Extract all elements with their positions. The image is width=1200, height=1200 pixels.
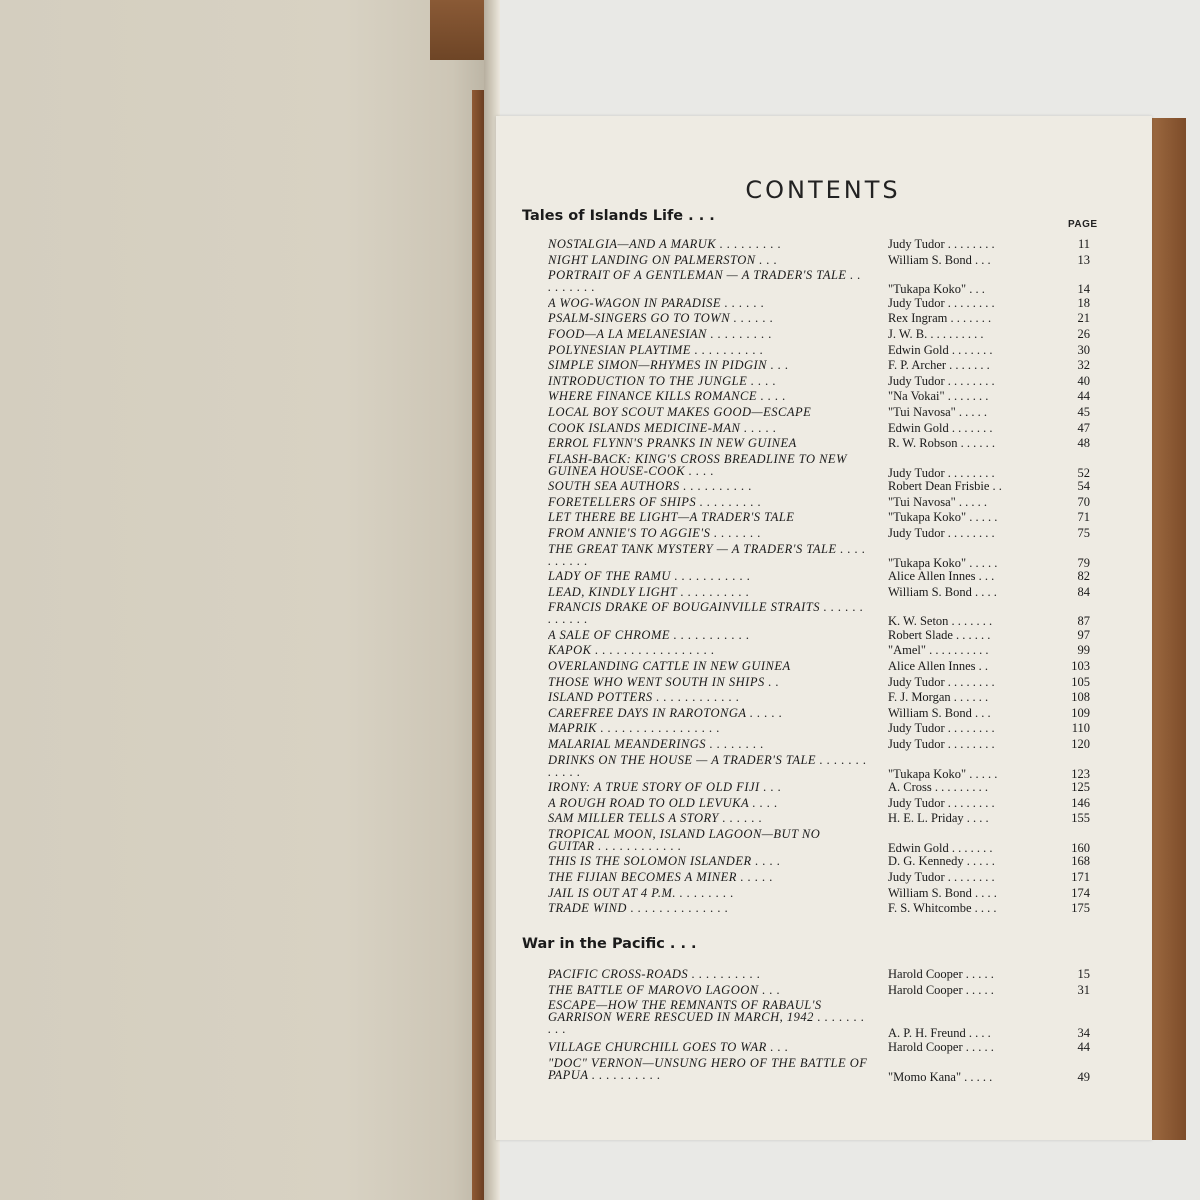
toc-entry-title: LOCAL BOY SCOUT MAKES GOOD—ESCAPE bbox=[548, 405, 812, 419]
toc-entry-title: MAPRIK . . . . . . . . . . . . . . . . . bbox=[548, 722, 721, 736]
toc-entry bbox=[496, 297, 1152, 313]
toc-entry bbox=[496, 691, 1152, 707]
toc-entry-title: NIGHT LANDING ON PALMERSTON . . . bbox=[548, 253, 778, 267]
toc-entry bbox=[496, 752, 1152, 781]
toc-entry-author: Robert Dean Frisbie . . bbox=[888, 479, 1002, 494]
toc-entry-page: 97 bbox=[1077, 627, 1090, 642]
toc-entry bbox=[496, 254, 1152, 270]
toc-entry-author: William S. Bond . . . . bbox=[888, 584, 997, 599]
toc-entry-page: 99 bbox=[1077, 643, 1090, 658]
toc-entry-page: 160 bbox=[1071, 840, 1090, 855]
toc-entry-author: Judy Tudor . . . . . . . . bbox=[888, 721, 995, 736]
toc-entry-title: IRONY: A TRUE STORY OF OLD FIJI . . . bbox=[548, 781, 782, 795]
toc-entry-page: 18 bbox=[1077, 295, 1090, 310]
toc-entry bbox=[496, 855, 1152, 871]
book-cover-edge bbox=[472, 90, 484, 1200]
toc-entry-page: 54 bbox=[1077, 479, 1090, 494]
toc-entry bbox=[496, 480, 1152, 496]
toc-entry-author: "Momo Kana" . . . . . bbox=[888, 1069, 993, 1084]
toc-entry-author: Judy Tudor . . . . . . . . bbox=[888, 795, 995, 810]
toc-entry-author: Judy Tudor . . . . . . . . bbox=[888, 870, 995, 884]
toc-entry bbox=[496, 600, 1152, 629]
toc-entry-author: "Tui Navosa" . . . . . bbox=[888, 494, 987, 509]
toc-entry-author: "Na Vokai" . . . . . . . bbox=[888, 389, 989, 404]
toc-entry-title: LET THERE BE LIGHT—A TRADER'S TALE bbox=[548, 511, 795, 525]
toc-entry-author: A. Cross . . . . . . . . . bbox=[888, 780, 989, 795]
toc-entry bbox=[496, 871, 1152, 887]
toc-entry-page: 105 bbox=[1071, 674, 1090, 689]
toc-entry-page: 174 bbox=[1071, 885, 1090, 900]
toc-entry-author: Edwin Gold . . . . . . . bbox=[888, 420, 993, 435]
toc-entry-title: THE GREAT TANK MYSTERY — A TRADER'S TALE . . . . . . . . . . bbox=[548, 541, 866, 568]
toc-entry bbox=[496, 797, 1152, 813]
toc-entry-title: VILLAGE CHURCHILL GOES TO WAR . . . bbox=[548, 1041, 789, 1055]
toc-entry-page: 87 bbox=[1077, 614, 1090, 629]
toc-entry bbox=[496, 644, 1152, 660]
toc-entry-title: SAM MILLER TELLS A STORY . . . . . . bbox=[548, 812, 763, 826]
toc-entry-page: 48 bbox=[1077, 436, 1090, 451]
toc-entry-author: K. W. Seton . . . . . . . bbox=[888, 614, 993, 629]
book-cover-right-edge bbox=[1150, 118, 1186, 1140]
toc-entry bbox=[496, 312, 1152, 328]
toc-entry-title: PORTRAIT OF A GENTLEMAN — A TRADER'S TALE . . . . . . . . . bbox=[548, 268, 862, 295]
toc-entry-page: 175 bbox=[1071, 901, 1090, 916]
toc-entry-title: FORETELLERS OF SHIPS . . . . . . . . . bbox=[548, 495, 762, 509]
toc-entry bbox=[496, 781, 1152, 797]
toc-entry-author: Harold Cooper . . . . . bbox=[888, 982, 994, 997]
toc-entry-page: 70 bbox=[1077, 494, 1090, 509]
section-heading: War in the Pacific . . . bbox=[522, 936, 697, 952]
contents-page bbox=[496, 116, 1152, 1140]
toc-entry-page: 44 bbox=[1077, 389, 1090, 404]
toc-entry-page: 110 bbox=[1071, 721, 1090, 736]
toc-entry-title: THOSE WHO WENT SOUTH IN SHIPS . . bbox=[548, 675, 780, 689]
toc-entry-author: Edwin Gold . . . . . . . bbox=[888, 840, 993, 855]
toc-entry-title: TRADE WIND . . . . . . . . . . . . . . bbox=[548, 902, 729, 916]
toc-entry-author: William S. Bond . . . . bbox=[888, 885, 997, 900]
toc-entry-author: Judy Tudor . . . . . . . . bbox=[888, 737, 995, 751]
toc-entry-author: "Tukapa Koko" . . . . . bbox=[888, 766, 998, 781]
toc-entry-title: "DOC" VERNON—UNSUNG HERO OF THE BATTLE OF PAPUA . . . . . . . . . . bbox=[548, 1055, 868, 1082]
toc-entry-title: SOUTH SEA AUTHORS . . . . . . . . . . bbox=[548, 480, 753, 494]
toc-entry bbox=[496, 437, 1152, 453]
page-column-label: PAGE bbox=[1068, 219, 1098, 230]
toc-entry-page: 108 bbox=[1071, 690, 1090, 705]
toc-entry-title: FRANCIS DRAKE OF BOUGAINVILLE STRAITS . . . . . . . . . . . . bbox=[548, 600, 864, 627]
toc-entry-page: 71 bbox=[1077, 510, 1090, 525]
toc-entry-author: F. P. Archer . . . . . . . bbox=[888, 358, 990, 373]
toc-entry-author: William S. Bond . . . bbox=[888, 705, 991, 720]
toc-entry-page: 15 bbox=[1077, 967, 1090, 981]
toc-entry-author: F. J. Morgan . . . . . . bbox=[888, 690, 989, 705]
toc-entry-author: Judy Tudor . . . . . . . . bbox=[888, 465, 995, 480]
toc-entry-title: THE FIJIAN BECOMES A MINER . . . . . bbox=[548, 871, 774, 884]
toc-entry bbox=[496, 586, 1152, 602]
toc-entry bbox=[496, 390, 1152, 406]
toc-entry-title: TROPICAL MOON, ISLAND LAGOON—BUT NO GUITAR . . . . . . . . . . . . bbox=[548, 826, 821, 853]
toc-entry-title: PSALM-SINGERS GO TO TOWN . . . . . . bbox=[548, 312, 774, 326]
toc-entry-title: PACIFIC CROSS-ROADS . . . . . . . . . . bbox=[548, 968, 761, 981]
toc-entry-title: JAIL IS OUT AT 4 P.M. . . . . . . . . bbox=[548, 886, 734, 900]
toc-entry-title: A ROUGH ROAD TO OLD LEVUKA . . . . bbox=[548, 796, 778, 810]
toc-entry-title: A SALE OF CHROME . . . . . . . . . . . bbox=[548, 628, 750, 642]
toc-entry-page: 34 bbox=[1077, 1026, 1090, 1041]
toc-entry-page: 146 bbox=[1071, 795, 1090, 810]
toc-entry-title: THIS IS THE SOLOMON ISLANDER . . . . bbox=[548, 855, 781, 869]
toc-entry-page: 44 bbox=[1077, 1040, 1090, 1055]
toc-entry-page: 49 bbox=[1077, 1069, 1090, 1084]
toc-entry bbox=[496, 738, 1152, 754]
toc-entry bbox=[496, 1041, 1152, 1057]
toc-entry-author: William S. Bond . . . bbox=[888, 252, 991, 267]
toc-entry bbox=[496, 496, 1152, 512]
toc-entry-page: 13 bbox=[1077, 252, 1090, 267]
toc-entry-author: Harold Cooper . . . . . bbox=[888, 967, 994, 981]
toc-entry-author: Judy Tudor . . . . . . . . bbox=[888, 237, 995, 251]
toc-entry bbox=[496, 968, 1152, 984]
toc-entry-page: 21 bbox=[1077, 311, 1090, 326]
toc-entry-author: Rex Ingram . . . . . . . bbox=[888, 311, 992, 326]
toc-entry-title: INTRODUCTION TO THE JUNGLE . . . . bbox=[548, 374, 777, 388]
toc-entry-author: "Amel" . . . . . . . . . . bbox=[888, 643, 989, 658]
toc-entry-title: LADY OF THE RAMU . . . . . . . . . . . bbox=[548, 570, 751, 584]
toc-entry bbox=[496, 541, 1152, 570]
toc-entry-page: 171 bbox=[1071, 870, 1090, 884]
toc-entry-page: 84 bbox=[1077, 584, 1090, 599]
toc-entry bbox=[496, 707, 1152, 723]
toc-entry bbox=[496, 451, 1152, 480]
toc-entry-page: 45 bbox=[1077, 404, 1090, 419]
toc-entry-title: A WOG-WAGON IN PARADISE . . . . . . bbox=[548, 296, 765, 310]
toc-entry bbox=[496, 359, 1152, 375]
toc-entry-page: 11 bbox=[1077, 237, 1090, 251]
toc-entry-author: "Tukapa Koko" . . . . . bbox=[888, 555, 998, 570]
toc-entry-author: Robert Slade . . . . . . bbox=[888, 627, 991, 642]
toc-entry bbox=[496, 570, 1152, 586]
toc-entry-page: 32 bbox=[1077, 358, 1090, 373]
toc-entry bbox=[496, 826, 1152, 855]
toc-entry-title: CAREFREE DAYS IN RAROTONGA . . . . . bbox=[548, 706, 783, 720]
toc-entry bbox=[496, 629, 1152, 645]
toc-entry-page: 31 bbox=[1077, 982, 1090, 997]
toc-entry bbox=[496, 812, 1152, 828]
toc-entry-author: F. S. Whitcombe . . . . bbox=[888, 901, 997, 916]
toc-entry-page: 168 bbox=[1071, 854, 1090, 869]
contents-title: CONTENTS bbox=[745, 176, 901, 204]
toc-entry-title: POLYNESIAN PLAYTIME . . . . . . . . . . bbox=[548, 343, 764, 357]
toc-entry-title: KAPOK . . . . . . . . . . . . . . . . . bbox=[548, 644, 715, 658]
toc-entry-title: ERROL FLYNN'S PRANKS IN NEW GUINEA bbox=[548, 437, 797, 451]
toc-entry-author: Harold Cooper . . . . . bbox=[888, 1040, 994, 1055]
toc-entry-title: NOSTALGIA—AND A MARUK . . . . . . . . . bbox=[548, 238, 782, 251]
toc-entry-title: OVERLANDING CATTLE IN NEW GUINEA bbox=[548, 660, 791, 673]
toc-entry bbox=[496, 268, 1152, 297]
toc-entry bbox=[496, 676, 1152, 692]
toc-entry-page: 155 bbox=[1071, 811, 1090, 826]
toc-entry-author: Judy Tudor . . . . . . . . bbox=[888, 295, 995, 310]
toc-entry-page: 79 bbox=[1077, 555, 1090, 570]
toc-entry-page: 40 bbox=[1077, 373, 1090, 388]
toc-entry-page: 120 bbox=[1071, 737, 1090, 751]
toc-entry bbox=[496, 998, 1152, 1041]
toc-entry-author: D. G. Kennedy . . . . . bbox=[888, 854, 995, 869]
toc-entry-author: "Tukapa Koko" . . . bbox=[888, 282, 985, 297]
toc-entry bbox=[496, 344, 1152, 360]
toc-entry-title: THE BATTLE OF MAROVO LAGOON . . . bbox=[548, 983, 781, 997]
toc-entry-title: LEAD, KINDLY LIGHT . . . . . . . . . . bbox=[548, 585, 750, 599]
toc-entry-author: Edwin Gold . . . . . . . bbox=[888, 342, 993, 357]
toc-entry-page: 75 bbox=[1077, 526, 1090, 540]
toc-entry-page: 26 bbox=[1077, 326, 1090, 341]
toc-entry-page: 125 bbox=[1071, 780, 1090, 795]
toc-entry bbox=[496, 887, 1152, 903]
toc-entry-title: FROM ANNIE'S TO AGGIE'S . . . . . . . bbox=[548, 527, 762, 540]
toc-entry bbox=[496, 238, 1152, 254]
toc-entry-author: J. W. B. . . . . . . . . . bbox=[888, 326, 984, 341]
left-page bbox=[0, 0, 492, 1200]
toc-entry bbox=[496, 511, 1152, 527]
toc-entry bbox=[496, 722, 1152, 738]
toc-entry-author: Alice Allen Innes . . . bbox=[888, 569, 995, 584]
toc-entry-page: 52 bbox=[1077, 465, 1090, 480]
toc-entry-title: SIMPLE SIMON—RHYMES IN PIDGIN . . . bbox=[548, 359, 789, 373]
toc-entry-author: Alice Allen Innes . . bbox=[888, 659, 988, 673]
toc-entry-title: MALARIAL MEANDERINGS . . . . . . . . bbox=[548, 738, 765, 751]
toc-entry bbox=[496, 375, 1152, 391]
toc-entry-author: R. W. Robson . . . . . . bbox=[888, 436, 995, 451]
toc-entry-title: FLASH-BACK: KING'S CROSS BREADLINE TO NEW GUINEA HOUSE-COOK . . . . bbox=[548, 451, 847, 478]
toc-entry-author: Judy Tudor . . . . . . . . bbox=[888, 674, 995, 689]
toc-entry-title: FOOD—A LA MELANESIAN . . . . . . . . . bbox=[548, 327, 773, 341]
toc-entry bbox=[496, 328, 1152, 344]
toc-entry bbox=[496, 406, 1152, 422]
toc-entry-title: COOK ISLANDS MEDICINE-MAN . . . . . bbox=[548, 421, 777, 435]
toc-entry bbox=[496, 660, 1152, 676]
toc-entry-title: WHERE FINANCE KILLS ROMANCE . . . . bbox=[548, 390, 786, 404]
toc-entry bbox=[496, 422, 1152, 438]
toc-entry-author: Judy Tudor . . . . . . . . bbox=[888, 373, 995, 388]
toc-entry-page: 30 bbox=[1077, 342, 1090, 357]
toc-entry bbox=[496, 984, 1152, 1000]
toc-entry-page: 103 bbox=[1071, 659, 1090, 673]
toc-entry-author: H. E. L. Priday . . . . bbox=[888, 811, 989, 826]
toc-entry-title: ISLAND POTTERS . . . . . . . . . . . . bbox=[548, 691, 740, 705]
toc-entry-page: 123 bbox=[1071, 766, 1090, 781]
toc-entry-page: 82 bbox=[1077, 569, 1090, 584]
toc-entry-page: 47 bbox=[1077, 420, 1090, 435]
section-heading: Tales of Islands Life . . . bbox=[522, 208, 715, 224]
toc-entry bbox=[496, 1055, 1152, 1084]
toc-entry-title: ESCAPE—HOW THE REMNANTS OF RABAUL'S GARRISON WERE RESCUED IN MARCH, 1942 . . . . . . . . . . bbox=[548, 998, 865, 1037]
toc-entry bbox=[496, 902, 1152, 918]
toc-entry-author: "Tukapa Koko" . . . . . bbox=[888, 510, 998, 525]
toc-entry-title: DRINKS ON THE HOUSE — A TRADER'S TALE . . . . . . . . . . . . bbox=[548, 752, 867, 779]
toc-entry-page: 109 bbox=[1071, 705, 1090, 720]
toc-entry-author: Judy Tudor . . . . . . . . bbox=[888, 526, 995, 540]
toc-entry-author: "Tui Navosa" . . . . . bbox=[888, 404, 987, 419]
toc-entry-author: A. P. H. Freund . . . . bbox=[888, 1026, 991, 1041]
toc-entry-page: 14 bbox=[1077, 282, 1090, 297]
toc-entry bbox=[496, 527, 1152, 543]
